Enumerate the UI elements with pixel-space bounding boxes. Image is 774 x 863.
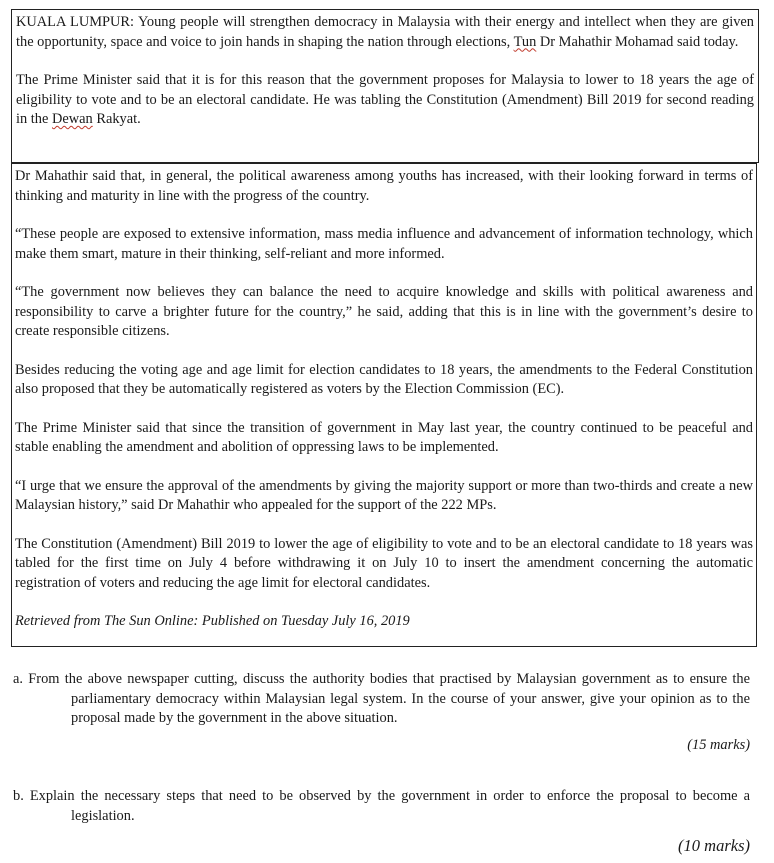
article-paragraph-9: The Constitution (Amendment) Bill 2019 to lower the age of eligibility to vote and to be an electoral candidate to 18 years was tabled for the first time on July 4 before withdrawing it on July 10 to insert the amendment concerning the automatic registration of voters and reducing the age limit for electoral candidates. xyxy=(15,535,753,591)
question-b-text: b. Explain the necessary steps that need to be observed by the government in order to enforce the proposal to become a legislation. xyxy=(13,788,750,824)
article-paragraph-4: “These people are exposed to extensive information, mass media influence and advancement of information technology, which make them smart, mature in their thinking, self-reliant and more informed. xyxy=(15,226,753,262)
question-a-marks: (15 marks) xyxy=(687,736,750,753)
question-b xyxy=(13,787,750,856)
article-paragraph-1 xyxy=(16,13,754,52)
article-paragraph-2 xyxy=(16,71,754,130)
question-a-text: a. From the above newspaper cutting, discuss the authority bodies that practised by Malaysian government as to ensure the parliamentary democracy within Malaysian legal system. In the course of your answer, give your opinion as to the proposal made by the government in the above situation. xyxy=(13,671,750,726)
article-paragraph-6: Besides reducing the voting age and age limit for election candidates to 18 years, the amendments to the Federal Constitution also proposed that they be automatically registered as voters by the Election Commission (EC). xyxy=(15,361,753,397)
article-source: Retrieved from The Sun Online: Published on Tuesday July 16, 2019 xyxy=(15,613,410,629)
question-a xyxy=(13,670,750,755)
article-paragraph-2-end: Rakyat. xyxy=(92,111,141,127)
article-paragraph-5: “The government now believes they can balance the need to acquire knowledge and skills with political awareness and responsibility to carve a brighter future for the country,” he said, adding that this is in line with the government’s desire to create responsible citizens. xyxy=(15,284,753,339)
article-paragraph-8: “I urge that we ensure the approval of the amendments by giving the majority support or more than two-thirds and create a new Malaysian history,” said Dr Mahathir who appealed for the support of the 222 MPs. xyxy=(15,477,753,513)
article-paragraph-2-text: The Prime Minister said that it is for this reason that the government proposes for Malaysia to lower to 18 years the age of eligibility to vote and to be an electoral candidate. He was tabling the Constitution (Amendment) Bill 2019 for second reading in the xyxy=(16,72,754,127)
article-paragraph-3: Dr Mahathir said that, in general, the political awareness among youths has increased, with their looking forward in terms of thinking and maturity in line with the progress of the country. xyxy=(15,168,753,204)
article-paragraph-1-text: KUALA LUMPUR: Young people will strengthen democracy in Malaysia with their energy and intellect when they are given the opportunity, space and voice to join hands in shaping the nation through elections, xyxy=(16,14,754,50)
article-paragraph-7: The Prime Minister said that since the transition of government in May last year, the country continued to be peaceful and stable enabling the amendment and abolition of oppressing laws to be implemented. xyxy=(15,419,753,455)
spellcheck-word-tun: Tun xyxy=(513,33,537,50)
article-body-box xyxy=(11,163,757,647)
article-paragraph-1-end: Dr Mahathir Mohamad said today. xyxy=(536,33,739,50)
article-intro-box xyxy=(11,9,759,163)
spellcheck-word-dewan: Dewan xyxy=(51,111,93,127)
question-b-marks: (10 marks) xyxy=(678,836,750,855)
